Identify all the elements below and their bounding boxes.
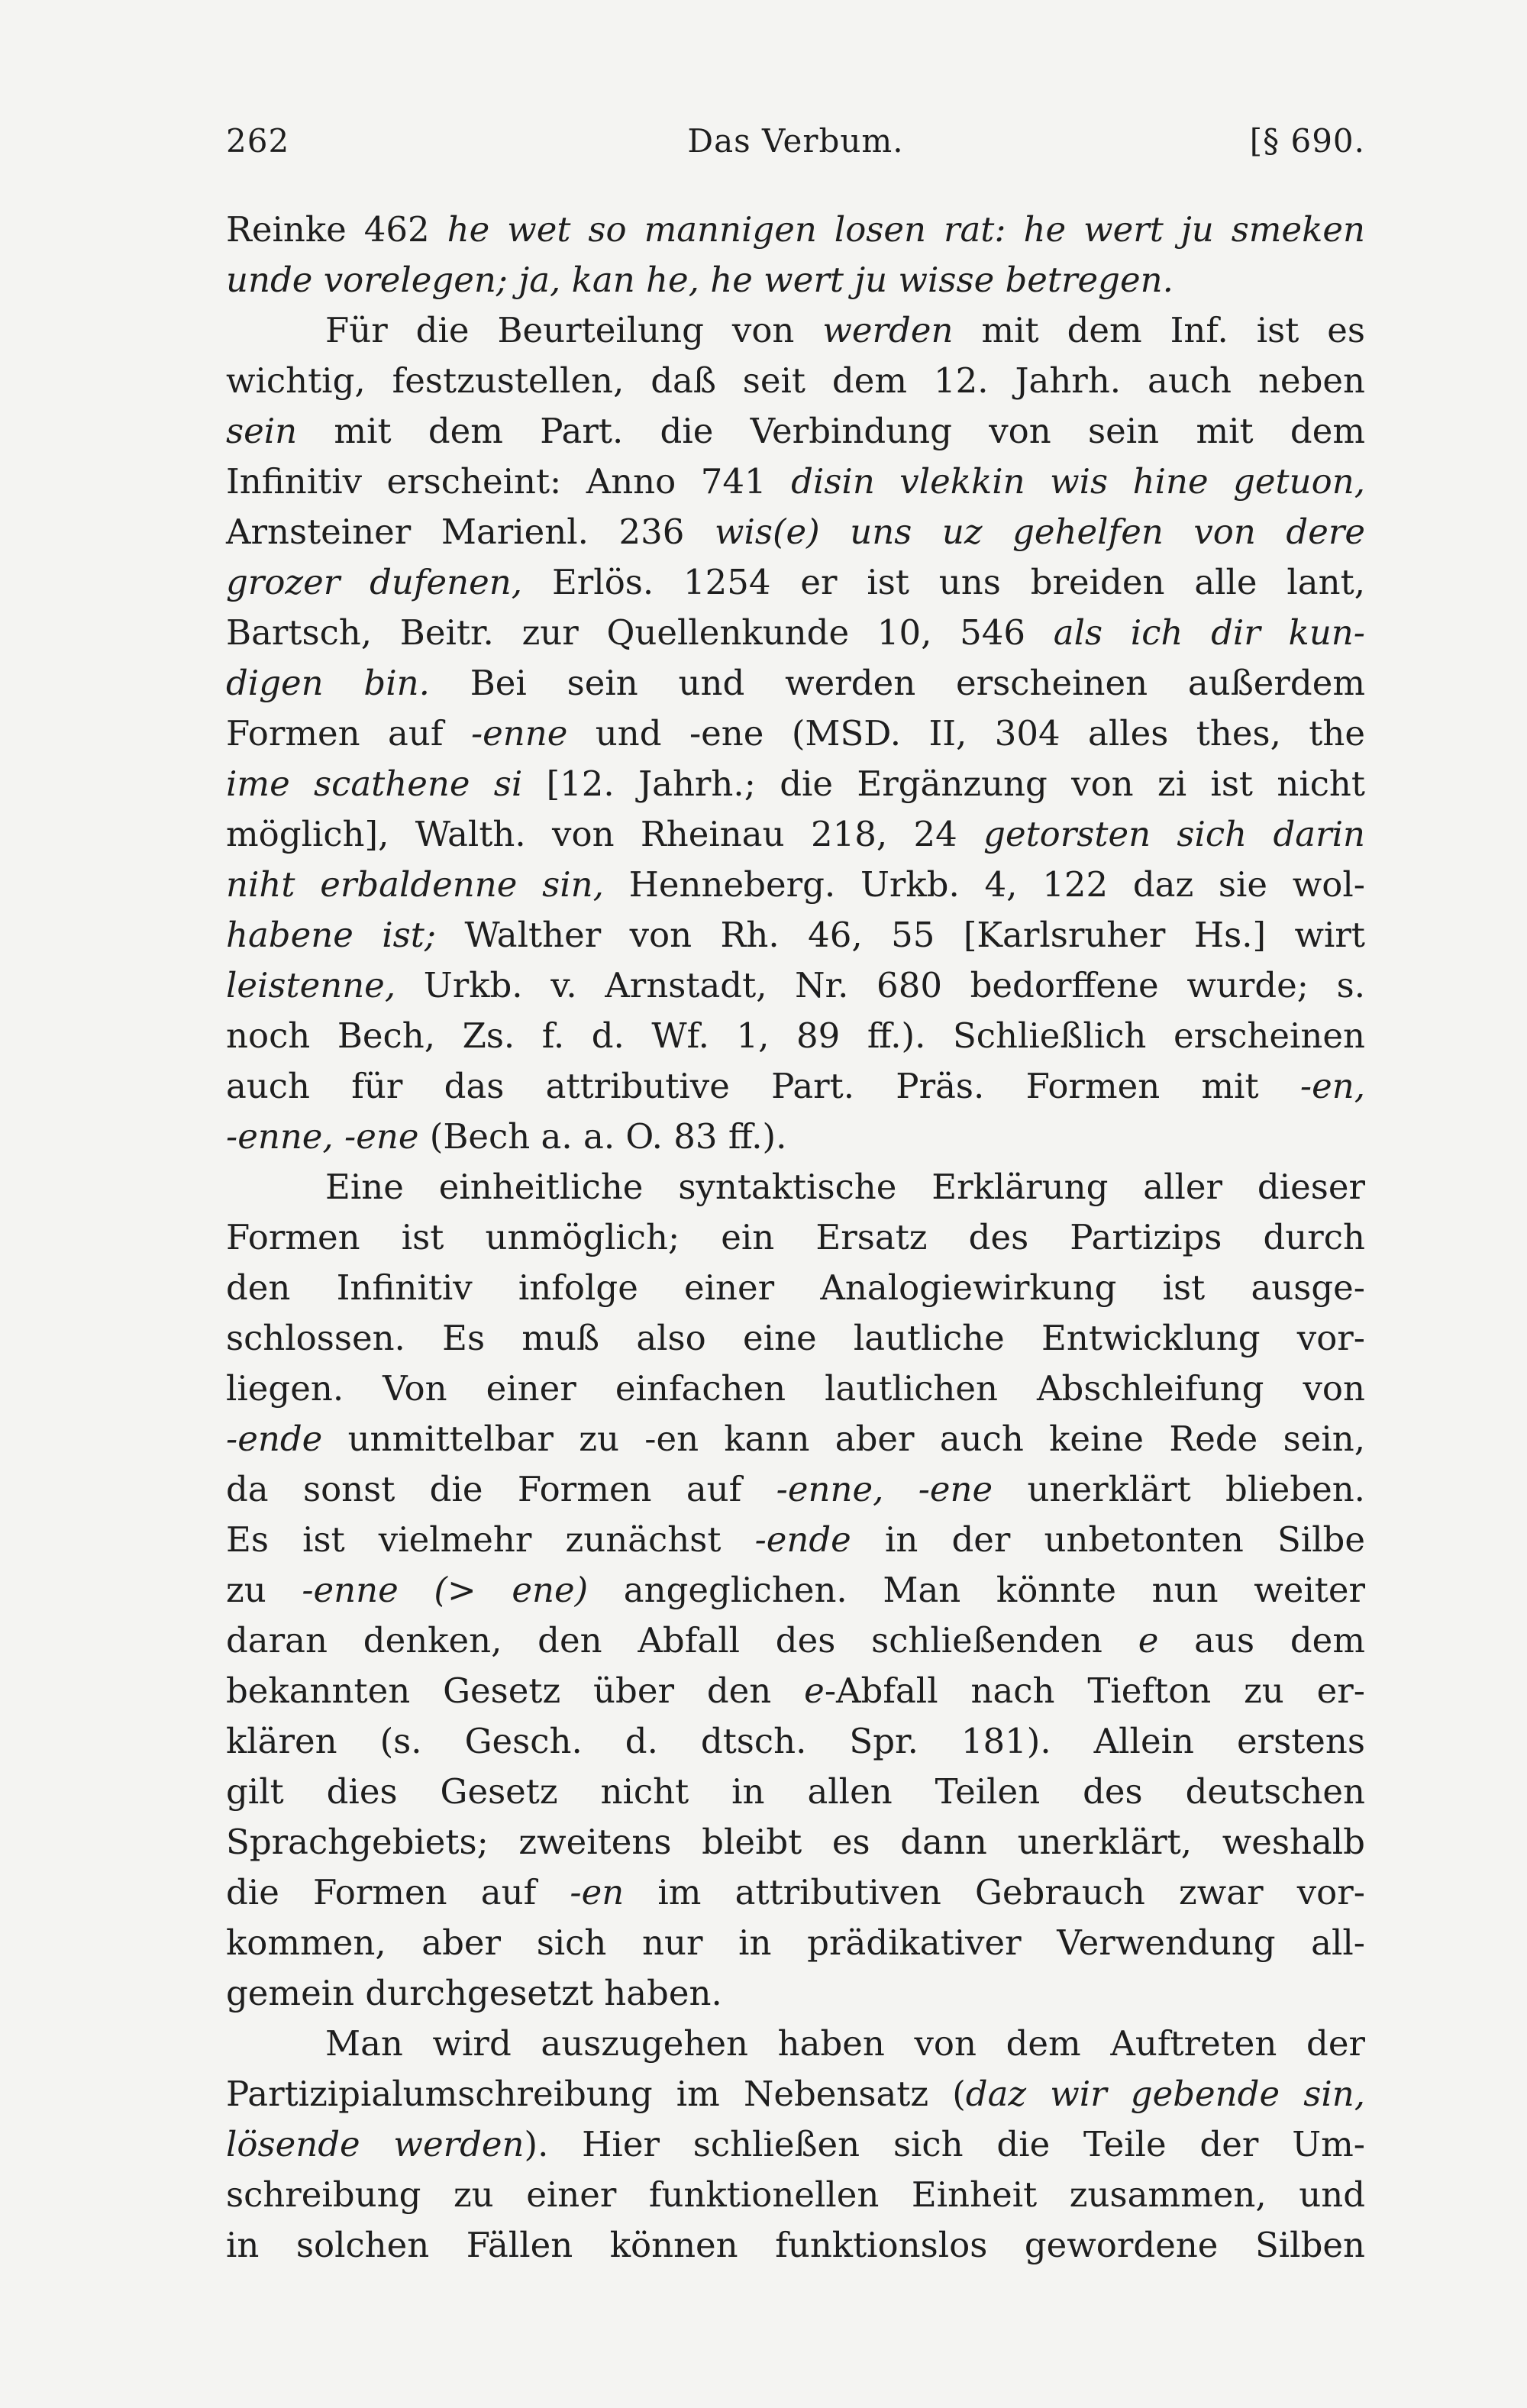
text-line (226, 1918, 1365, 1968)
line-text: in solchen Fällen können funktionslos gewordene Silben (226, 2225, 1365, 2265)
line-text: Erlös. 1254 er ist uns breiden alle lant, (522, 562, 1365, 602)
line-italic-text: niht erbaldenne sin, (226, 864, 604, 905)
text-line (226, 1716, 1365, 1767)
line-text: Für die Beurteilung von (325, 310, 823, 350)
text-line (226, 255, 1365, 305)
line-text: ). Hier schließen sich die Teile der Um- (524, 2124, 1365, 2164)
text-line (226, 205, 1365, 255)
line-italic-text: -ende (226, 1419, 323, 1459)
line-text: da sonst die Formen auf (226, 1469, 776, 1509)
line-text: gemein durchgesetzt haben. (226, 1973, 722, 2013)
line-italic-text: leistenne, (226, 965, 396, 1005)
line-italic-text: -enne, -ene (776, 1469, 993, 1509)
line-italic-text: lösende werden (226, 2124, 525, 2164)
line-text: Es ist vielmehr zunächst (226, 1519, 755, 1560)
text-line (226, 1867, 1365, 1918)
line-text: mit dem Inf. ist es (953, 310, 1365, 350)
line-text: Bartsch, Beitr. zur Quellenkunde 10, 546 (226, 612, 1054, 653)
line-text: auch für das attributive Part. Präs. Formen mit (226, 1066, 1300, 1106)
line-text: angeglichen. Man könnte nun weiter (588, 1570, 1365, 1610)
text-line (226, 1968, 1365, 2019)
line-italic-text: werden (822, 310, 954, 350)
line-italic-text: grozer dufenen, (226, 562, 523, 602)
line-italic-text: -ende (754, 1519, 851, 1560)
line-italic-text: e (804, 1670, 825, 1711)
line-text: im attributiven Gebrauch zwar vor- (624, 1872, 1365, 1913)
text-line (226, 2220, 1365, 2271)
line-text: noch Bech, Zs. f. d. Wf. 1, 89 ff.). Schließlich erscheinen (226, 1015, 1365, 1056)
text-line (226, 809, 1365, 860)
line-text: Reinke 462 (226, 209, 447, 250)
line-text: unerklärt blieben. (993, 1469, 1365, 1509)
line-text: den Infinitiv infolge einer Analogiewirkung ist ausge- (226, 1267, 1365, 1308)
text-line (226, 507, 1365, 557)
body-text (226, 205, 1365, 2271)
text-line (226, 2170, 1365, 2220)
line-italic-text: e (1138, 1620, 1159, 1661)
line-text: in der unbetonten Silbe (851, 1519, 1365, 1560)
text-line (226, 1616, 1365, 1666)
line-text: Infinitiv erscheint: Anno 741 (226, 461, 792, 502)
line-italic-text: -enne (> ene) (302, 1570, 589, 1610)
line-italic-text: he wet so mannigen losen rat: he wert ju smeken (447, 209, 1365, 250)
text-line (226, 759, 1365, 809)
line-text: -Abfall nach Tiefton zu er- (824, 1670, 1365, 1711)
line-italic-text: habene ist; (226, 915, 437, 955)
line-text: Bei sein und werden erscheinen außerdem (429, 663, 1365, 703)
line-text: (Bech a. a. O. 83 ff.). (418, 1116, 787, 1157)
line-text: möglich], Walth. von Rheinau 218, 24 (226, 814, 984, 854)
line-italic-text: -enne, -ene (226, 1116, 419, 1157)
line-text: Arnsteiner Marienl. 236 (226, 512, 715, 552)
line-text: Formen auf (226, 713, 471, 754)
text-line (226, 960, 1365, 1011)
text-line (226, 1263, 1365, 1313)
line-italic-text: -en, (1299, 1066, 1365, 1106)
line-text: Partizipialumschreibung im Nebensatz ( (226, 2074, 966, 2114)
line-text: Sprachgebiets; zweitens bleibt es dann unerklärt, weshalb (226, 1822, 1365, 1862)
line-text: zu (226, 1570, 302, 1610)
line-text: Formen ist unmöglich; ein Ersatz des Partizips durch (226, 1217, 1365, 1257)
line-text: Urkb. v. Arnstadt, Nr. 680 bedorffene wurde; s. (395, 965, 1365, 1005)
text-line (226, 1112, 1365, 1162)
line-italic-text: als ich dir kun- (1053, 612, 1365, 653)
text-line (226, 1515, 1365, 1565)
line-text: Man wird auszugehen haben von dem Auftreten der (325, 2023, 1365, 2064)
text-line (226, 2019, 1365, 2069)
line-italic-text: getorsten sich darin (983, 814, 1365, 854)
text-line (226, 1162, 1365, 1212)
section-number: [§ 690. (1249, 122, 1365, 160)
line-text: die Formen auf (226, 1872, 570, 1913)
line-text: schlossen. Es muß also eine lautliche Entwicklung vor- (226, 1318, 1365, 1358)
text-line (226, 557, 1365, 608)
line-text: und -ene (MSD. II, 304 alles thes, the (567, 713, 1365, 754)
text-line (226, 356, 1365, 406)
line-italic-text: daz wir gebende sin, (965, 2074, 1365, 2114)
line-italic-text: sein (226, 411, 298, 451)
text-line (226, 1565, 1365, 1616)
line-italic-text: disin vlekkin wis hine getuon, (791, 461, 1365, 502)
text-line (226, 1212, 1365, 1263)
text-line (226, 1011, 1365, 1061)
line-text: liegen. Von einer einfachen lautlichen Abschleifung von (226, 1368, 1365, 1409)
text-line (226, 2069, 1365, 2119)
text-line (226, 1817, 1365, 1867)
line-text: daran denken, den Abfall des schließenden (226, 1620, 1138, 1661)
text-line (226, 658, 1365, 709)
line-text: kommen, aber sich nur in prädikativer Verwendung all- (226, 1922, 1365, 1963)
text-line (226, 457, 1365, 507)
line-text: gilt dies Gesetz nicht in allen Teilen des deutschen (226, 1771, 1365, 1812)
line-text: aus dem (1158, 1620, 1365, 1661)
line-text: klären (s. Gesch. d. dtsch. Spr. 181). Allein erstens (226, 1721, 1365, 1761)
text-line (226, 305, 1365, 356)
text-line (226, 1464, 1365, 1515)
line-italic-text: digen bin. (226, 663, 430, 703)
line-text: schreibung zu einer funktionellen Einheit zusammen, und (226, 2174, 1365, 2215)
line-text: bekannten Gesetz über den (226, 1670, 805, 1711)
running-title: Das Verbum. (687, 122, 904, 160)
line-text: Eine einheitliche syntaktische Erklärung aller dieser (325, 1167, 1365, 1207)
text-line (226, 406, 1365, 457)
line-text: Walther von Rh. 46, 55 [Karlsruher Hs.] wirt (436, 915, 1365, 955)
line-text: wichtig, festzustellen, daß seit dem 12. Jahrh. auch neben (226, 360, 1365, 401)
text-line (226, 1666, 1365, 1716)
line-italic-text: -enne (470, 713, 568, 754)
text-line (226, 1313, 1365, 1364)
page-number: 262 (226, 122, 290, 160)
line-italic-text: ime scathene si (226, 763, 523, 804)
text-line (226, 2119, 1365, 2170)
line-text: mit dem Part. die Verbindung von sein mit dem (297, 411, 1365, 451)
text-line (226, 1414, 1365, 1464)
text-line (226, 910, 1365, 960)
line-text: unmittelbar zu -en kann aber auch keine Rede sein, (322, 1419, 1365, 1459)
text-line (226, 1061, 1365, 1112)
running-header (226, 122, 1365, 168)
text-line (226, 1767, 1365, 1817)
line-text: Henneberg. Urkb. 4, 122 daz sie wol- (603, 864, 1365, 905)
line-text: [12. Jahrh.; die Ergänzung von zi ist nicht (522, 763, 1365, 804)
line-italic-text: unde vorelegen; ja, kan he, he wert ju wisse betregen. (226, 260, 1173, 300)
text-line (226, 860, 1365, 910)
text-line (226, 1364, 1365, 1414)
line-italic-text: wis(e) uns uz gehelfen von dere (714, 512, 1365, 552)
text-line (226, 608, 1365, 658)
text-line (226, 709, 1365, 759)
line-italic-text: -en (570, 1872, 625, 1913)
